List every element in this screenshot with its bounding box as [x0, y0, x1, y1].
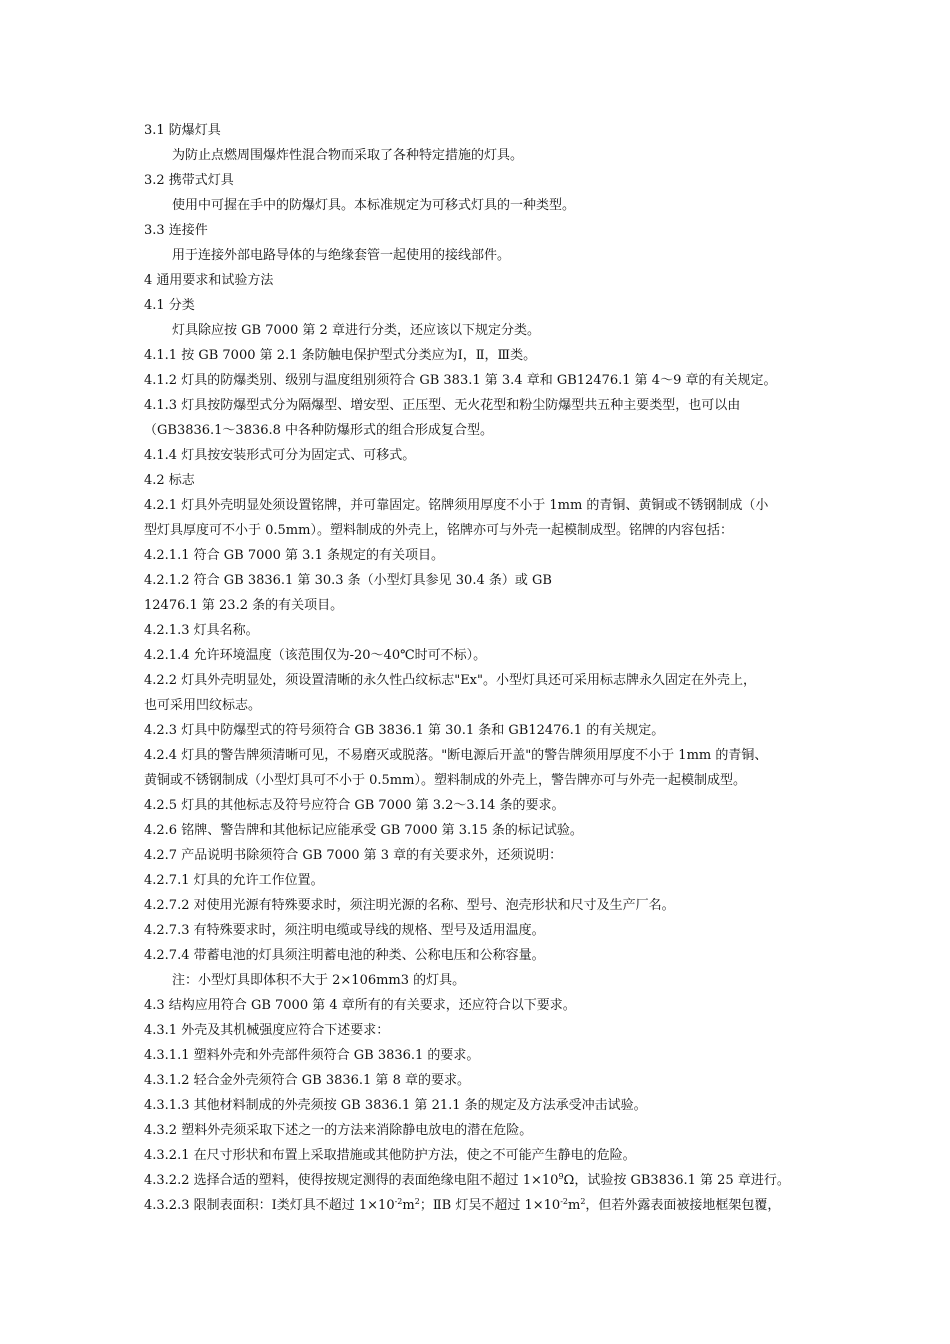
text-line: 4.3.1 外壳及其机械强度应符合下述要求：: [144, 1023, 390, 1038]
text-line: 用于连接外部电路导体的与绝缘套管一起使用的接线部件。: [172, 248, 511, 263]
text-line: 4.3.2.1 在尺寸形状和布置上采取措施或其他防护方法，使之不可能产生静电的危险。: [144, 1148, 636, 1163]
text-line: 4.3.1.1 塑料外壳和外壳部件须符合 GB 3836.1 的要求。: [144, 1048, 480, 1063]
text-line: 为防止点燃周围爆炸性混合物而采取了各种特定措施的灯具。: [172, 148, 524, 163]
text-line: 3.3 连接件: [144, 223, 208, 238]
text-line: 4.3.2 塑料外壳须采取下述之一的方法来消除静电放电的潜在危险。: [144, 1123, 533, 1138]
text-line: 4.2.7 产品说明书除须符合 GB 7000 第 3 章的有关要求外，还须说明：: [144, 848, 563, 863]
text-line: 4.1.1 按 GB 7000 第 2.1 条防触电保护型式分类应为Ⅰ，Ⅱ，Ⅲ类。: [144, 348, 537, 363]
text-line: 4.2.1.3 灯具名称。: [144, 623, 259, 638]
text-line: 3.1 防爆灯具: [144, 123, 221, 138]
text-line: 4.3.1.2 轻合金外壳须符合 GB 3836.1 第 8 章的要求。: [144, 1073, 470, 1088]
text-line: 4.2.7.1 灯具的允许工作位置。: [144, 873, 324, 888]
text-line-4-3-2-3: 4.3.2.3 限制表面积：Ⅰ类灯具不超过 $1\times 10^{-2}m^2$；ⅡB 灯吴不超过 $1\times 10^{-2}m^2$，但若外露表面被接地框架包覆，: [144, 1197, 781, 1213]
text-line: 4.2.5 灯具的其他标志及符号应符合 GB 7000 第 3.2～3.14 条的要求。: [144, 798, 565, 813]
text-line: 灯具除应按 GB 7000 第 2 章进行分类，还应该以下规定分类。: [172, 323, 540, 338]
text-line: 4.3.1.3 其他材料制成的外壳须按 GB 3836.1 第 21.1 条的规定及方法承受冲击试验。: [144, 1098, 647, 1113]
superscript: 9: [558, 1172, 564, 1181]
superscript: 2: [414, 1197, 420, 1206]
text-line: 4.1.3 灯具按防爆型式分为隔爆型、增安型、正压型、无火花型和粉尘防爆型共五种主要类型，也可以由: [144, 398, 741, 413]
text-line: 4.1.2 灯具的防爆类别、级别与温度组别须符合 GB 383.1 第 3.4 章和 GB12476.1 第 4～9 章的有关规定。: [144, 373, 777, 388]
text-line: 4.2.4 灯具的警告牌须清晰可见，不易磨灭或脱落。"断电源后开盖"的警告牌须用厚度不小于 1mm 的青铜、: [144, 748, 768, 763]
text-line: 12476.1 第 23.2 条的有关项目。: [144, 598, 344, 613]
text-line: 4.2.1.2 符合 GB 3836.1 第 30.3 条（小型灯具参见 30.4 条）或 GB: [144, 573, 552, 588]
text-line: 4.2.1.4 允许环境温度（该范围仅为-20～40℃时可不标）。: [144, 648, 487, 663]
text-line: 4.2.2 灯具外壳明显处，须设置清晰的永久性凸纹标志"Ex"。小型灯具还可采用标志牌永久固定在外壳上，: [144, 673, 756, 688]
text-line: （GB3836.1～3836.8 中各种防爆形式的组合形成复合型。: [144, 423, 494, 438]
text-line: 4.2.6 铭牌、警告牌和其他标记应能承受 GB 7000 第 3.15 条的标记试验。: [144, 823, 583, 838]
text-line: 4.2 标志: [144, 473, 195, 488]
text-line: 4.2.3 灯具中防爆型式的符号须符合 GB 3836.1 第 30.1 条和 GB12476.1 的有关规定。: [144, 723, 665, 738]
document-body: [144, 118, 812, 1218]
text-line: 也可采用凹纹标志。: [144, 698, 262, 713]
text-line: 4.2.7.3 有特殊要求时，须注明电缆或导线的规格、型号及适用温度。: [144, 923, 545, 938]
superscript: 2: [580, 1197, 586, 1206]
superscript: -2: [560, 1197, 568, 1206]
text-line: 4 通用要求和试验方法: [144, 273, 274, 288]
text-line: 型灯具厚度可不小于 0.5mm）。塑料制成的外壳上，铭牌亦可与外壳一起模制成型。铭牌的内容包括：: [144, 523, 733, 538]
text-line: 4.2.7.4 带蓄电池的灯具须注明蓄电池的种类、公称电压和公称容量。: [144, 948, 545, 963]
text-line: 4.1.4 灯具按安装形式可分为固定式、可移式。: [144, 448, 416, 463]
text-line: 使用中可握在手中的防爆灯具。本标准规定为可移式灯具的一种类型。: [172, 198, 576, 213]
text-line: 注：小型灯具即体积不大于 2×106mm3 的灯具。: [172, 973, 466, 988]
text-line: 3.2 携带式灯具: [144, 173, 234, 188]
text-line: 4.2.1.1 符合 GB 7000 第 3.1 条规定的有关项目。: [144, 548, 444, 563]
text-line: 4.1 分类: [144, 298, 195, 313]
text-line-4-3-2-2: 4.3.2.2 选择合适的塑料，使得按规定测得的表面绝缘电阻不超过 $1\times 10^9\Omega$，试验按 GB3836.1 第 25 章进行。: [144, 1172, 790, 1188]
text-line: 黄铜或不锈钢制成（小型灯具可不小于 0.5mm）。塑料制成的外壳上，警告牌亦可与外壳一起模制成型。: [144, 773, 746, 788]
superscript: -2: [394, 1197, 403, 1206]
text-line: 4.3 结构应用符合 GB 7000 第 4 章所有的有关要求，还应符合以下要求。: [144, 998, 576, 1013]
text-line: 4.2.1 灯具外壳明显处须设置铭牌，并可靠固定。铭牌须用厚度不小于 1mm 的青铜、黄铜或不锈钢制成（小: [144, 498, 769, 513]
text-line: 4.2.7.2 对使用光源有特殊要求时，须注明光源的名称、型号、泡壳形状和尺寸及生产厂名。: [144, 898, 675, 913]
text-lines: [144, 118, 812, 1168]
